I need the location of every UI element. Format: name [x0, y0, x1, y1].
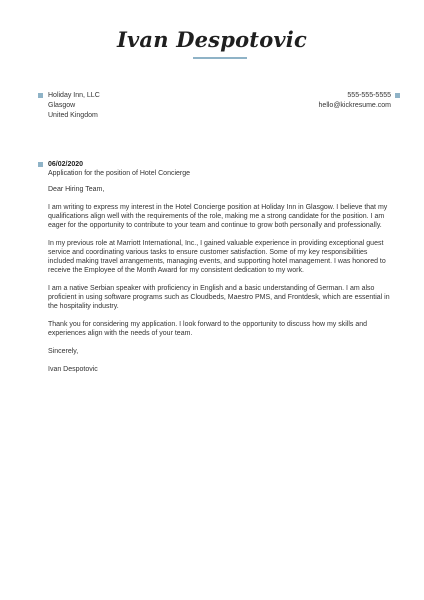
letter-paragraph-3	[48, 284, 388, 311]
letter-greeting: Dear Hiring Team,	[48, 186, 105, 193]
letter-body	[48, 185, 388, 383]
paragraph-line: included making travel arrangements, managing events, and supporting hotel management. I was honored to	[48, 258, 386, 265]
letter-date: 06/02/2020	[48, 161, 84, 168]
paragraph-line: receive the Employee of the Month Award for my consistent dedication to my work.	[48, 267, 304, 274]
letter-subject: Application for the position of Hotel Concierge	[48, 170, 191, 177]
paragraph-line: qualifications align well with the requirements of the role, making me a strong candidate for the position. I am	[48, 213, 385, 220]
paragraph-line: Thank you for considering my application. I look forward to the opportunity to discuss how my skills and	[48, 321, 368, 328]
contact-phone: 555-555-5555	[347, 92, 391, 99]
name-underline-divider	[193, 57, 247, 59]
paragraph-line: eager for the opportunity to contribute to your team and continue to grow both personally and professionally.	[48, 222, 382, 229]
contact-email: hello@kickresume.com	[318, 102, 391, 109]
date-marker-icon	[38, 162, 43, 167]
paragraph-line: the hospitality industry.	[48, 303, 119, 310]
contact-marker-icon	[395, 93, 400, 98]
recipient-city: Glasgow	[48, 102, 76, 109]
paragraph-line: experiences align with the needs of your team.	[48, 330, 193, 337]
letter-signature: Ivan Despotovic	[48, 366, 98, 373]
recipient-address	[48, 91, 100, 121]
sender-contact	[319, 91, 391, 111]
letter-paragraph-2	[48, 239, 388, 275]
recipient-company: Holiday Inn, LLC	[48, 92, 100, 99]
letter-paragraph-1	[48, 203, 388, 230]
letter-closing: Sincerely,	[48, 348, 79, 355]
paragraph-line: I am writing to express my interest in the Hotel Concierge position at Holiday Inn in Glasgow. I believe that my	[48, 204, 388, 211]
recipient-marker-icon	[38, 93, 43, 98]
letter-paragraph-4	[48, 320, 388, 338]
paragraph-line: I am a native Serbian speaker with proficiency in English and a basic understanding of German. I am also	[48, 285, 375, 292]
recipient-country: United Kingdom	[48, 112, 98, 119]
applicant-name: Ivan Despotovic	[117, 27, 307, 52]
paragraph-line: proficient in using software programs such as Cloudbeds, Maestro PMS, and Frontdesk, which are essential in	[48, 294, 390, 301]
paragraph-line: service and coordinating various tasks to ensure customer satisfaction. Some of my key responsibilities	[48, 249, 368, 256]
paragraph-line: In my previous role at Marriott International, Inc., I gained valuable experience in providing exceptional guest	[48, 240, 384, 247]
